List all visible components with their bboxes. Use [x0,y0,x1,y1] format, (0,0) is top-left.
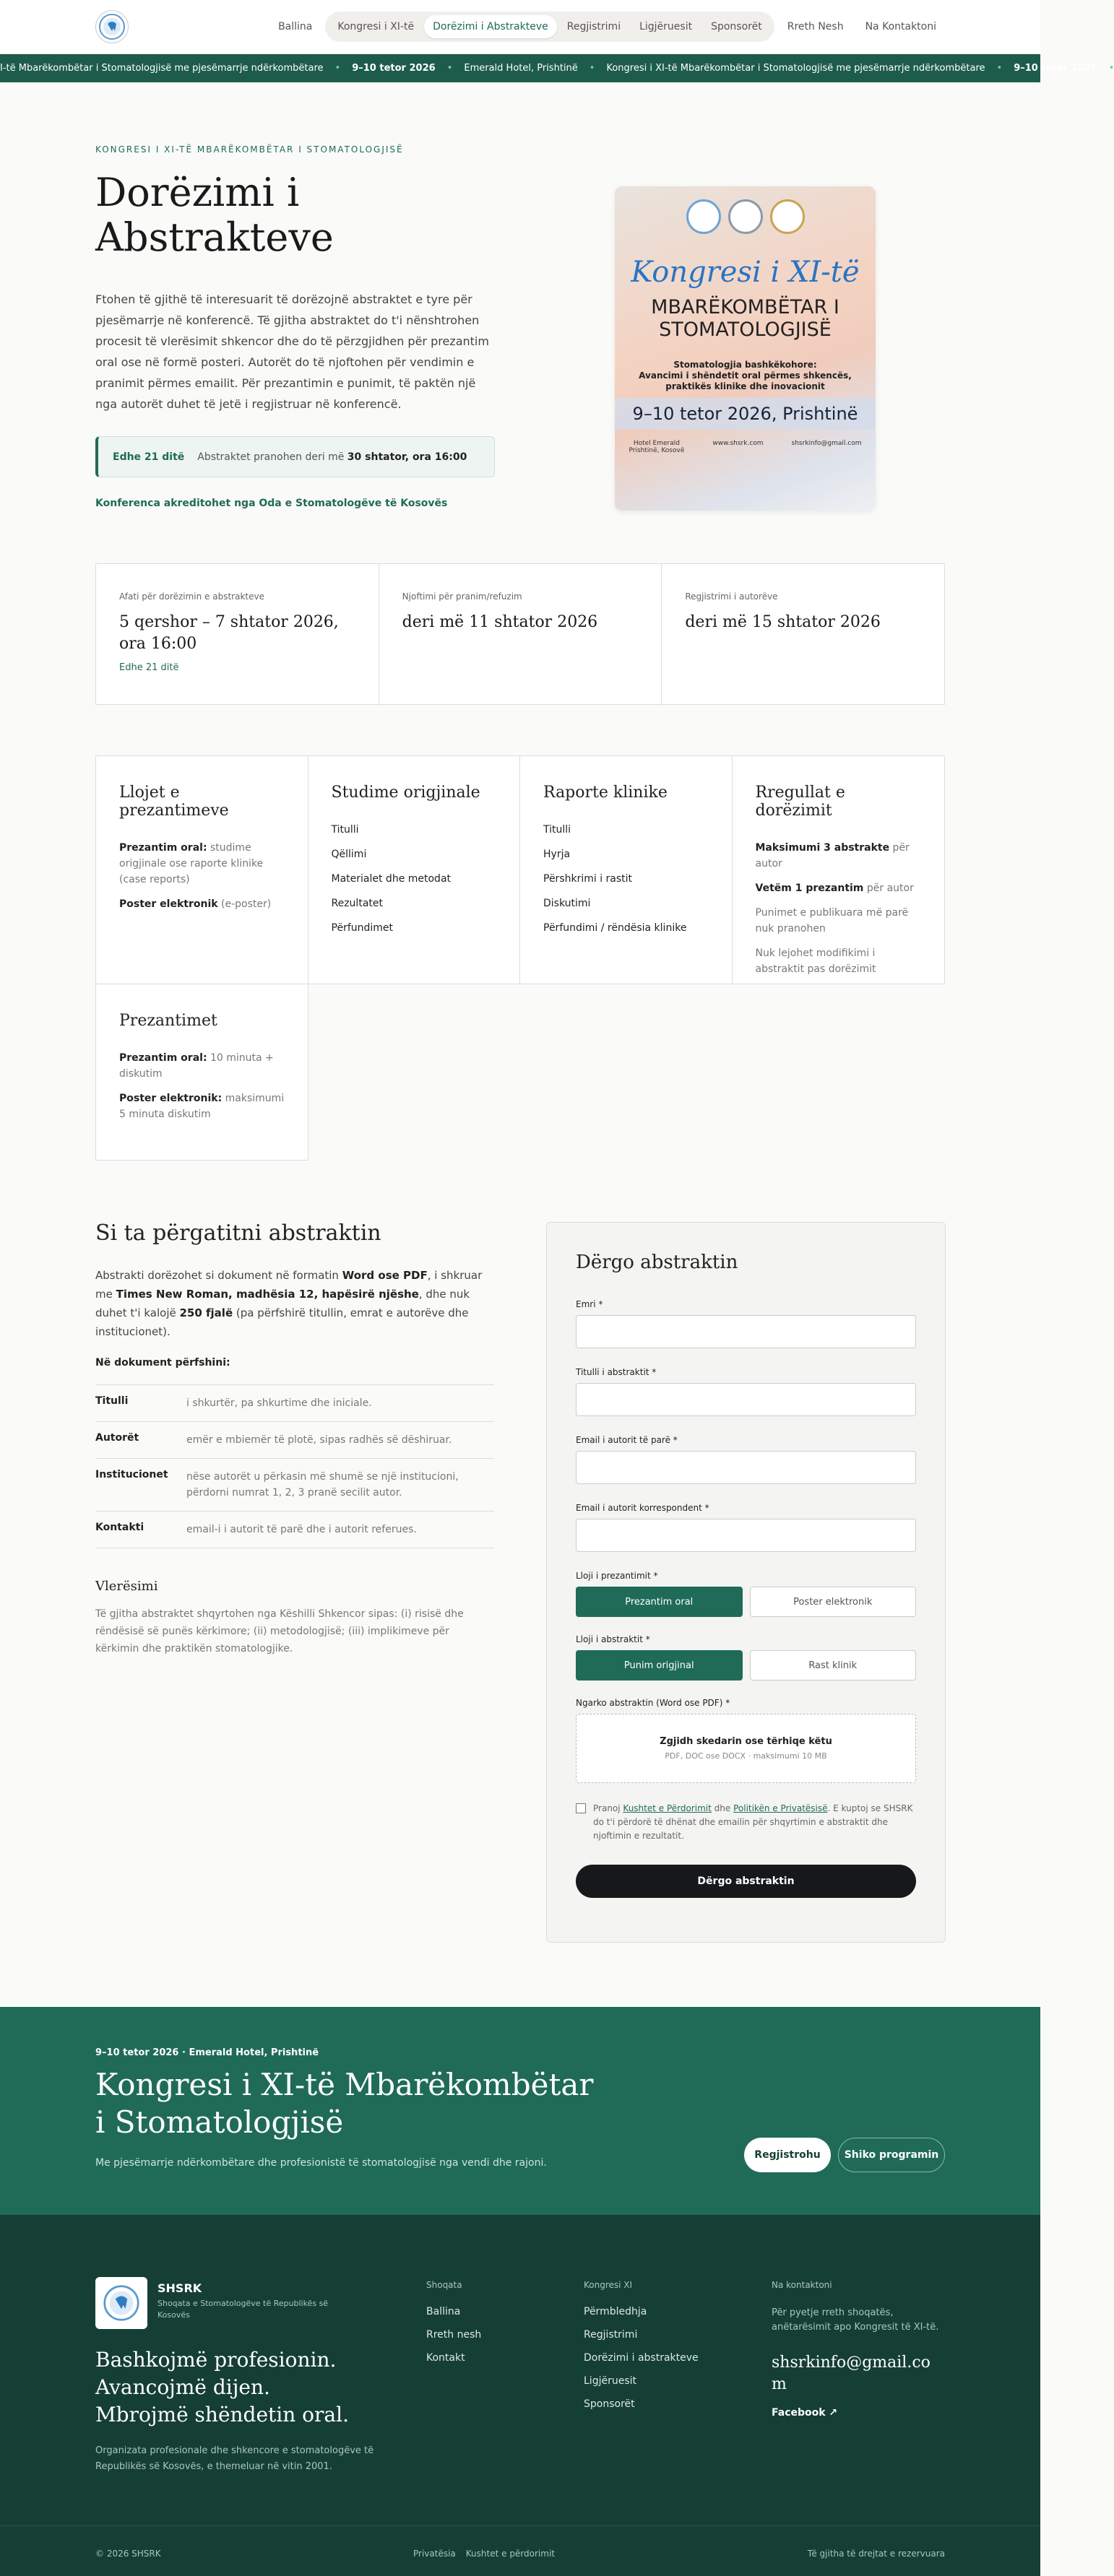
hero-eyebrow: KONGRESI I XI-TË MBARËKOMBËTAR I STOMATOLOGJISË [95,144,404,155]
privacy-link[interactable]: Politikën e Privatësisë [733,1803,828,1813]
footer-brand: SHSRK Shoqata e Stomatologëve të Republikës së Kosovës [95,2277,353,2329]
form-title: Dërgo abstraktin [576,1252,738,1273]
facebook-link[interactable]: Facebook ↗ [772,2407,838,2419]
marquee-ticker [0,54,1114,82]
file-upload-zone[interactable]: Zgjidh skedarin ose tërhiqe këtu PDF, DOC ose DOCX · maksimumi 10 MB [576,1714,916,1783]
poster-subtitle: Stomatologjia bashkëkohore: Avancimi i shëndetit oral përmes shkencës, praktikës klinike dhe inovacionit [639,360,852,391]
poster-logo-icon [686,199,721,234]
card-clinical-reports: Raporte klinike Titulli Hyrja Përshkrimi i rastit Diskutimi Përfundimi / rëndësia klinike [520,756,733,984]
cta-banner: 9–10 tetor 2026 · Emerald Hotel, Prishtinë Kongresi i XI-të Mbarëkombëtar i Stomatologjisë Me pjesëmarrje ndërkombëtare dhe profesionistë të stomatologjisë nga vendi dhe rajoni. Regjistrohu Shiko programin [0,2007,1040,2215]
ticker-venue: Emerald Hotel, Prishtinë [464,63,578,74]
ticker-date: 9–10 tetor 2026 [352,63,436,74]
ticker-title: Kongresi i XI-të Mbarëkombëtar i Stomatologjisë me pjesëmarrje ndërkombëtare [606,63,985,74]
submission-form: Dërgo abstraktin Emri * Titulli i abstraktit * Email i autorit të parë * Email i autorit korrespondent * Lloji i prezantimit * Prezantim oral Poster elektronik Lloji i abstraktit * Punim origjinal Rast klinik Ngarko abstraktin (Word ose PDF) * Zgjidh skedarin ose tërhiqe këtu PDF, DOC ose DOCX · maksimumi 10 MB Pranoj Kushtet e Përdorimit dhe Politikën e Privatësisë. E kuptoj se SHSRK do t'i përdorë të dhënat dhe emailin për shqyrtimin e abstraktit dhe njoftimin e rezultatit. Dërgo abstraktin [546,1222,946,1943]
deadline-registration: Regjistrimi i autorëve deri më 15 shtator 2026 [685,591,881,631]
logo[interactable] [95,10,129,43]
terms-link[interactable]: Kushtet e Përdorimit [623,1803,712,1813]
nav-about[interactable]: Rreth Nesh [787,21,844,32]
option-oral[interactable]: Prezantim oral [576,1587,743,1617]
nav-registration[interactable]: Regjistrimi [566,21,621,32]
program-button[interactable]: Shiko programin [838,2138,945,2172]
ticker-date: 9–10 tetor 2026 [1014,63,1097,74]
footer-divider [0,2525,1040,2526]
callout-days: Edhe 21 ditë [113,451,185,463]
footer-slogan: Bashkojmë profesionin. Avancojmë dijen. Mbrojmë shëndetin oral. [95,2348,349,2427]
nav-links [269,12,945,42]
poster-logo-icon [728,199,763,234]
accreditation-link[interactable]: Konferenca akreditohet nga Oda e Stomatologëve të Kosovës [95,498,448,509]
ticker-dot: • [996,63,1003,74]
nav-congress[interactable]: Kongresi i XI-të [337,21,415,32]
ticker-dot: • [589,63,595,74]
option-case[interactable]: Rast klinik [750,1650,917,1681]
register-button[interactable]: Regjistrohu [744,2138,831,2172]
poster-title-2: STOMATOLOGJISË [659,318,832,341]
footer-email[interactable]: shsrkinfo@gmail.com [772,2354,931,2393]
deadlines-strip [95,563,945,705]
option-eposter[interactable]: Poster elektronik [750,1587,917,1617]
table-row: Kontakti email-i i autorit të parë dhe i autorit referues. [95,1512,494,1548]
cta-title: Kongresi i XI-të Mbarëkombëtar i Stomatologjisë [95,2067,594,2140]
hero-description: Ftohen të gjithë të interesuarit të dorëzojnë abstraktet e tyre për pjesëmarrje në konferencë. Të gjitha abstraktet do t'i nënshtrohen procesit të vlerësimit shkencor dhe do të përzgjidhen për prezantim oral ose në formë posteri. Autorët do të njoftohen për vendimin e pranimit përmes emailit. Për prezantimin e punimit, të paktën një nga autorët duhet të jetë i regjistruar në konferencë. [95,292,489,411]
nav-abstracts[interactable]: Dorëzimi i Abstrakteve [424,15,557,38]
deadline-notification: Njoftimi për pranim/refuzim deri më 11 shtator 2026 [379,564,662,704]
option-original[interactable]: Punim origjinal [576,1650,743,1681]
nav-home[interactable]: Ballina [278,21,313,32]
consent-row: Pranoj Kushtet e Përdorimit dhe Politikën e Privatësisë. E kuptoj se SHSRK do t'i përdorë të dhënat dhe emailin për shqyrtimin e abstraktit dhe njoftimin e rezultatit. [576,1802,916,1843]
footer: SHSRK Shoqata e Stomatologëve të Republikës së Kosovës Bashkojmë profesionin. Avancojmë dijen. Mbrojmë shëndetin oral. Organizata profesionale dhe shkencore e stomatologëve të Republikës së Kosovës, e themeluar në vitin 2001. Shoqata Ballina Rreth nesh Kontakt Kongresi XI Përmbledhja Regjistrimi Dorëzimi i abstrakteve Ligjëruesit Sponsorët Na kontaktoni Për pyetje rreth shoqatës, anëtarësimit apo Kongresit të XI-të. shsrkinfo@gmail.com Facebook ↗ © 2026 SHSRK Privatësia Kushtet e përdorimit Të gjitha të drejtat e rezervuara [0,2215,1040,2576]
prep-intro: Abstrakti dorëzohet si dokument në formatin Word ose PDF, i shkruar me Times New Roman, madhësia 12, hapësirë njëshe, dhe nuk duhet t'i kalojë 250 fjalë (pa përfshirë titullin, emrat e autorëve dhe institucionet). [95,1269,483,1338]
prep-title: Si ta përgatitni abstraktin [95,1220,381,1246]
doc-requirements-table [95,1384,494,1548]
first-author-email-input[interactable] [576,1451,916,1484]
card-presentations: Prezantimet Prezantim oral: 10 minuta + diskutim Poster elektronik: maksimumi 5 minuta diskutim [95,984,308,1161]
page-title: Dorëzimi i Abstrakteve [95,170,334,260]
poster-logo-icon [770,199,805,234]
info-cards [95,755,945,1161]
callout-text: Abstraktet pranohen deri më 30 shtator, ora 16:00 [197,451,467,463]
deadline-callout [95,436,495,477]
poster-title-1: MBARËKOMBËTAR I [651,296,839,318]
preparation-section [95,1220,494,1657]
congress-poster [615,186,876,511]
abstract-title-input[interactable] [576,1383,916,1416]
corresponding-email-input[interactable] [576,1519,916,1552]
ticker-dot: • [446,63,453,74]
hero-section [0,82,1040,588]
card-original-studies: Studime origjinale Titulli Qëllimi Materialet dhe metodat Rezultatet Përfundimet [308,756,521,984]
consent-checkbox[interactable] [576,1803,586,1813]
evaluation-title: Vlerësimi [95,1579,158,1594]
nav-contact[interactable]: Na Kontaktoni [865,21,936,32]
footer-col-congress: Kongresi XI Përmbledhja Regjistrimi Dorëzimi i abstrakteve Ligjëruesit Sponsorët [584,2280,699,2410]
table-row: Titulli i shkurtër, pa shkurtime dhe iniciale. [95,1385,494,1422]
poster-date: 9–10 tetor 2026, Prishtinë [615,398,876,430]
footer-logo[interactable] [95,2277,147,2329]
poster-logos [615,199,876,234]
nav-congress-group [325,12,774,42]
table-row: Institucionet nëse autorët u përkasin më shumë se një institucioni, përdorni numrat 1, 2, 3 pranë secilit autor. [95,1459,494,1512]
nav-speakers[interactable]: Ligjëruesit [639,21,693,32]
ticker-dot: • [1108,63,1114,74]
evaluation-text: Të gjitha abstraktet shqyrtohen nga Këshilli Shkencor sipas: (i) risisë dhe rëndësisë së punës kërkimore; (ii) metodologjisë; (iii) implikimeve për kërkimin dhe praktikën stomatologjike. [95,1608,464,1655]
footer-col-contact: Na kontaktoni Për pyetje rreth shoqatës, anëtarësimit apo Kongresit të XI-të. shsrkinfo@gmail.com Facebook ↗ [772,2280,945,2430]
deadline-submission: Afati për dorëzimin e abstrakteve 5 qershor – 7 shtator 2026, ora 16:00 Edhe 21 ditë [96,564,379,704]
card-submission-rules: Rregullat e dorëzimit Maksimumi 3 abstrakte për autor Vetëm 1 prezantim për autor Punimet e publikuara më parë nuk pranohen Nuk lejohet modifikimi i abstraktit pas dorëzimit [755,784,914,975]
footer-col-association: Shoqata Ballina Rreth nesh Kontakt [426,2280,482,2364]
footer-legal-links: Privatësia Kushtet e përdorimit [413,2549,555,2559]
ticker-title: I-të Mbarëkombëtar i Stomatologjisë me pjesëmarrje ndërkombëtare [0,63,324,74]
doc-list-title: Në dokument përfshini: [95,1357,230,1369]
ticker-dot: • [334,63,341,74]
poster-script: Kongresi i XI-të [631,256,860,289]
poster-footer: Hotel Emerald Prishtinë, Kosovë www.shsrk.com shsrkinfo@gmail.com [629,440,862,454]
name-input[interactable] [576,1315,916,1348]
submit-abstract-button[interactable]: Dërgo abstraktin [576,1865,916,1898]
top-nav [0,0,1040,54]
card-presentation-types: Llojet e prezantimeve Prezantim oral: studime origjinale ose raporte klinike (case reports) Poster elektronik (e-poster) [96,756,308,984]
table-row: Autorët emër e mbiemër të plotë, sipas radhës së dëshiruar. [95,1422,494,1459]
nav-sponsors[interactable]: Sponsorët [711,21,762,32]
